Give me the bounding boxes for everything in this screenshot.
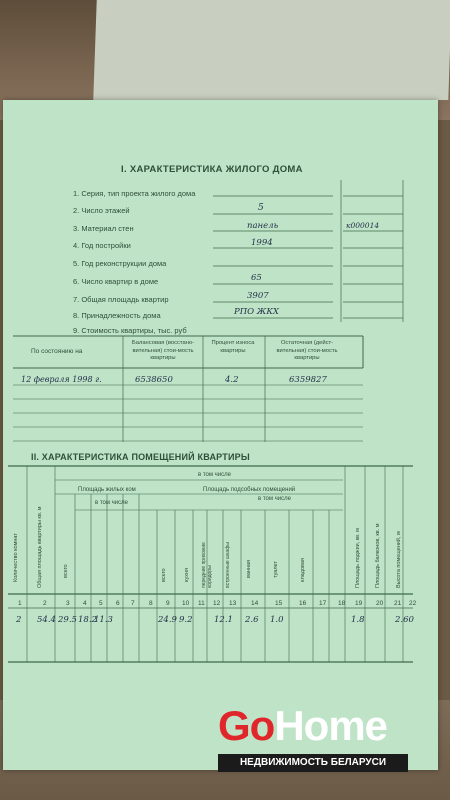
value-living-all: 29.5 — [58, 615, 77, 625]
col-number: 2 — [43, 600, 47, 607]
col-corridor-label: передние прихожие коридоры — [201, 542, 213, 588]
value-room-1: 18.2 — [78, 615, 97, 625]
value-rooms: 2 — [16, 615, 22, 625]
col-height-label: Высота помещений, м — [396, 531, 402, 588]
col-number: 8 — [149, 600, 153, 607]
form-page — [3, 100, 438, 770]
cost-header-residual: Остаточная (дейст-вительная) стои-мость квартиры — [276, 340, 338, 362]
logo-go-text: Go — [218, 702, 275, 749]
value-loggia: 1.8 — [351, 615, 365, 625]
cost-header-wear: Процент износа квартиры — [211, 340, 255, 354]
col-number: 22 — [409, 600, 417, 607]
cost-residual-value: 6359827 — [289, 375, 327, 385]
wall-material-value: панель — [247, 221, 279, 231]
logo-tagline: НЕДВИЖИМОСТЬ БЕЛАРУСИ — [218, 754, 408, 772]
gohome-logo — [216, 704, 412, 774]
col-number: 15 — [275, 600, 283, 607]
header-aux-area: Площадь подсобных помещений — [203, 487, 296, 493]
col-total-area-label: Общая площадь квартиры кв. м — [37, 506, 43, 588]
col-number: 4 — [83, 600, 87, 607]
col-rooms-label: Количество комнат — [13, 533, 19, 582]
value-col-12: 12.1 — [214, 615, 233, 625]
value-height: 2.60 — [395, 615, 414, 625]
col-number: 20 — [376, 600, 384, 607]
col-kitchen-label: кухня — [184, 568, 190, 582]
col-number: 6 — [116, 600, 120, 607]
section-1-heading: I. ХАРАКТЕРИСТИКА ЖИЛОГО ДОМА — [121, 164, 303, 175]
col-aux-all-label: всего — [161, 568, 167, 582]
col-storage-label: кладовая — [300, 558, 306, 582]
item-7-label: 7. Общая площадь квартир — [73, 295, 169, 304]
cost-balance-value: 6538650 — [135, 375, 173, 385]
col-number: 9 — [166, 600, 170, 607]
cost-header-balance: Балансовая (восстано-вительная) стои-мость квартиры — [131, 340, 195, 362]
item-3-label: 3. Материал стен — [73, 224, 134, 233]
item-4-label: 4. Год постройки — [73, 241, 131, 250]
item-5-label: 5. Год реконструкции дома — [73, 259, 167, 268]
col-number: 10 — [182, 600, 190, 607]
item-2-label: 2. Число этажей — [73, 206, 130, 215]
col-number: 21 — [394, 600, 402, 607]
col-number: 19 — [355, 600, 363, 607]
col-bath-label: ванная — [246, 559, 252, 578]
col-number: 7 — [131, 600, 135, 607]
item-9-label: 9. Стоимость квартиры, тыс. руб — [73, 326, 187, 335]
col-number: 12 — [213, 600, 221, 607]
value-kitchen: 9.2 — [179, 615, 193, 625]
form-lines — [3, 100, 438, 770]
value-bath: 2.6 — [245, 615, 259, 625]
item-6-label: 6. Число квартир в доме — [73, 277, 159, 286]
col-number: 16 — [299, 600, 307, 607]
col-builtin-label: встроенные шкафы — [225, 542, 231, 588]
col-loggia-label: Площадь лоджии, кв. м — [355, 528, 361, 588]
value-toilet: 1.0 — [270, 615, 284, 625]
header-including: в том числе — [198, 472, 231, 478]
col-number: 1 — [18, 600, 22, 607]
col-living-all-label: всего — [63, 564, 69, 578]
header-aux-in-that: в том числе — [258, 496, 291, 502]
header-living-area: Площадь жилых ком — [78, 487, 136, 493]
col-balcony-label: Площадь балконов, кв. м — [375, 523, 381, 588]
col-number: 18 — [338, 600, 346, 607]
logo-home-text: Home — [274, 702, 388, 749]
col-number: 5 — [99, 600, 103, 607]
total-area-value: 3907 — [247, 291, 269, 301]
build-year-value: 1994 — [251, 238, 273, 248]
header-living-in-that: в том числе — [95, 500, 128, 506]
value-total-area: 54.4 — [37, 615, 56, 625]
item-1-label: 1. Серия, тип проекта жилого дома — [73, 189, 196, 198]
apartments-count-value: 65 — [251, 273, 262, 283]
item-8-label: 8. Принадлежность дома — [73, 311, 161, 320]
cost-date-value: 12 февраля 1998 г. — [21, 375, 102, 384]
col-number: 11 — [198, 600, 205, 607]
value-aux-all: 24.9 — [158, 615, 177, 625]
col-number: 13 — [229, 600, 237, 607]
back-sheet — [93, 0, 450, 100]
cost-wear-value: 4.2 — [225, 375, 239, 385]
col-number: 17 — [319, 600, 327, 607]
floors-value: 5 — [258, 203, 264, 213]
col-number: 14 — [251, 600, 259, 607]
section-2-heading: II. ХАРАКТЕРИСТИКА ПОМЕЩЕНИЙ КВАРТИРЫ — [31, 452, 250, 462]
side-note: к000014 — [346, 221, 380, 230]
col-number: 3 — [66, 600, 70, 607]
cost-header-date: По состоянию на — [31, 348, 83, 355]
value-room-2: 11.3 — [94, 615, 113, 625]
ownership-value: РПО ЖКХ — [234, 307, 279, 317]
col-toilet-label: туалет — [273, 561, 279, 578]
